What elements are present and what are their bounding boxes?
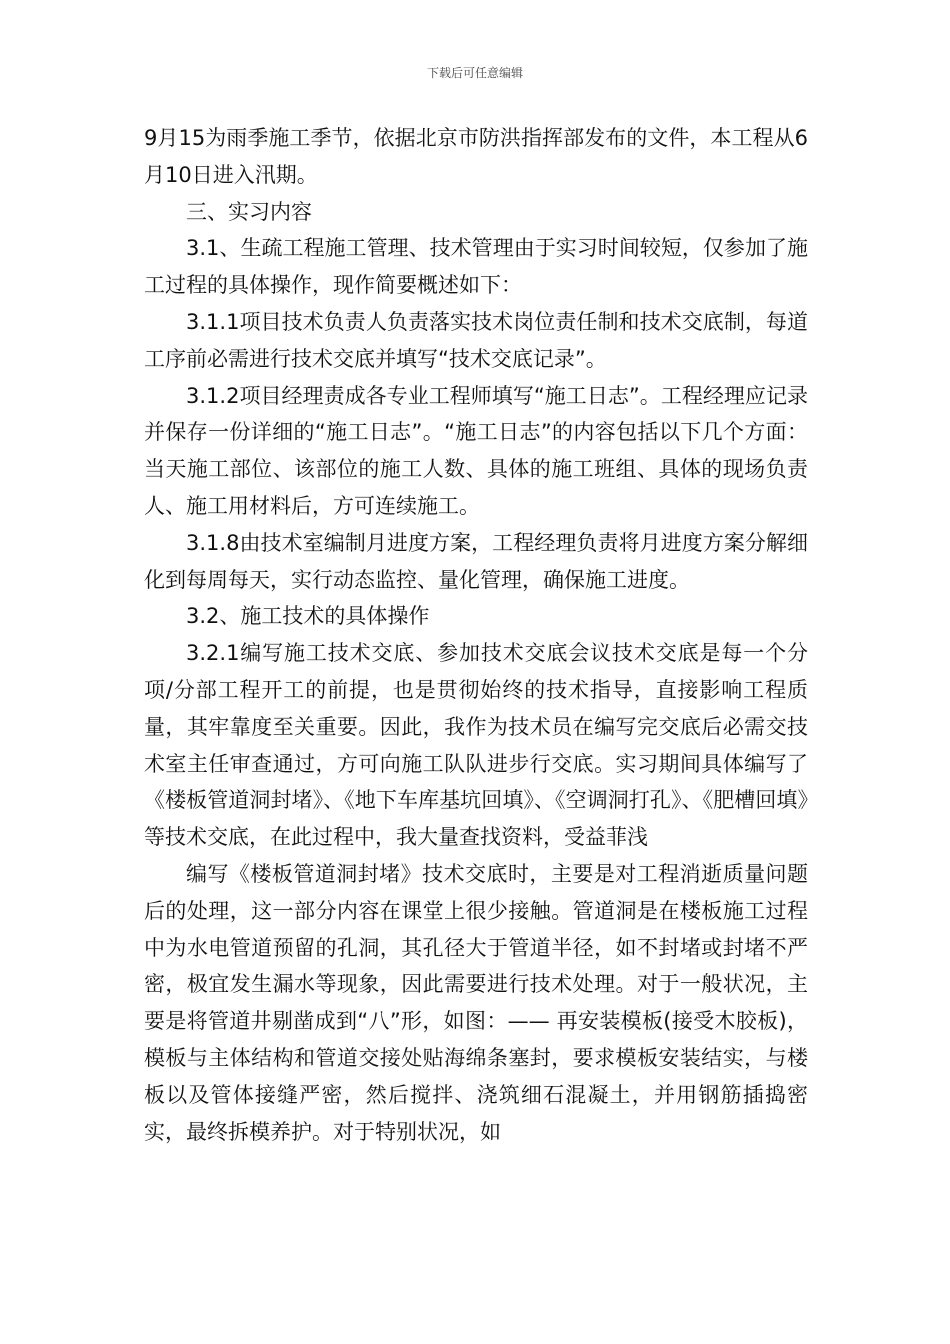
section-heading-3-2: 3.2、施工技术的具体操作 — [186, 604, 430, 629]
paragraph-3-1-1: 3.1.1项目技术负责人负责落实技术岗位责任制和技术交底制，每道工序前必需进行技术交底并填写“技术交底记录”。 — [144, 309, 808, 371]
section-heading-internship-content: 三、实习内容 — [186, 199, 312, 224]
paragraph-3-2-1: 3.2.1编写施工技术交底、参加技术交底会议技术交底是每一个分项/分部工程开工的前提，也是贯彻始终的技术指导，直接影响工程质量，其牢靠度至关重要。因此，我作为技术员在编写完交底后必需交技术室主任审查通过，方可向施工队队进步行交底。实习期间具体编写了《楼板管道洞封堵》、《地下车库基坑回填》、《空调洞打孔》、《肥槽回填》等技术交底，在此过程中，我大量查找资料，受益菲浅 — [144, 641, 808, 850]
page-header: 下载后可任意编辑 — [426, 66, 523, 80]
document-body — [144, 120, 808, 1150]
paragraph-intro: 9月15为雨季施工季节，依据北京市防洪指挥部发布的文件，本工程从6月10日进入汛期。 — [144, 126, 808, 187]
paragraph-floor-pipe-hole: 编写《楼板管道洞封堵》技术交底时，主要是对工程消逝质量问题后的处理，这一部分内容在课堂上很少接触。管道洞是在楼板施工过程中为水电管道预留的孔洞，其孔径大于管道半径，如不封堵或封堵不严密，极宜发生漏水等现象，因此需要进行技术处理。对于一般状况，主要是将管道井剔凿成到“八”形，如图：—— 再安装模板(接受木胶板)，模板与主体结构和管道交接处贴海绵条塞封，要求模板安装结实，与楼板以及管体接缝严密，然后搅拌、浇筑细石混凝土，并用钢筋插捣密实，最终拆模养护。对于特别状况，如 — [144, 861, 808, 1144]
paragraph-3-1: 3.1、生疏工程施工管理、技术管理由于实习时间较短，仅参加了施工过程的具体操作，现作简要概述如下： — [144, 236, 808, 298]
paragraph-3-1-2: 3.1.2项目经理责成各专业工程师填写“施工日志”。工程经理应记录并保存一份详细的“施工日志”。“施工日志”的内容包括以下几个方面：当天施工部位、该部位的施工人数、具体的施工班组、具体的现场负责人、施工用材料后，方可连续施工。 — [144, 383, 808, 518]
paragraph-3-1-8: 3.1.8由技术室编制月进度方案，工程经理负责将月进度方案分解细化到每周每天，实行动态监控、量化管理，确保施工进度。 — [144, 530, 808, 592]
